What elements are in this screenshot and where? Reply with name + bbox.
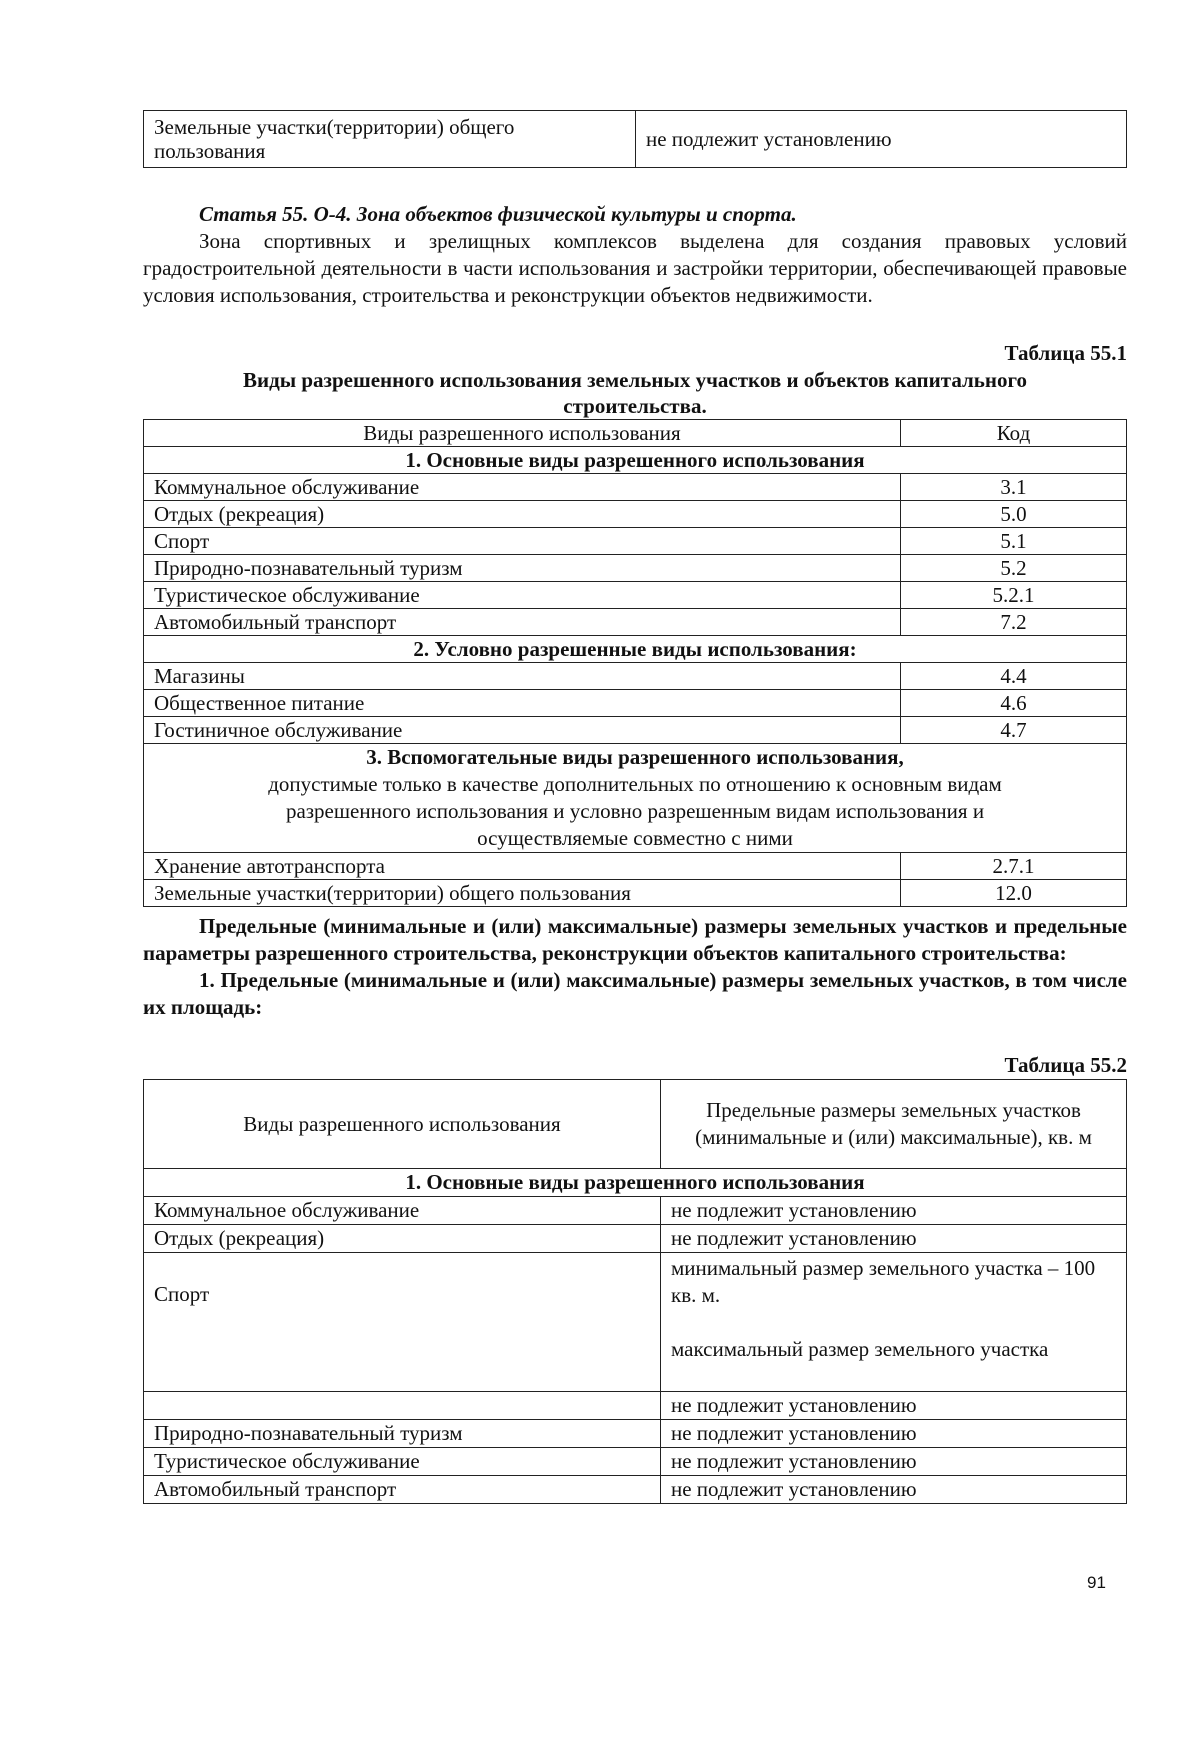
page-number: 91 [1087,1573,1106,1592]
table-cell: Земельные участки(территории) общего пользования [144,880,901,907]
column-header: Виды разрешенного использования [144,1080,661,1169]
table-header-row [144,1080,1127,1169]
code-cell: 7.2 [901,609,1127,636]
table-cell: не подлежит установлению [661,1225,1127,1253]
table-row [144,663,1127,690]
table-row [144,1225,1127,1253]
table-cell: Отдых (рекреация) [144,501,901,528]
table-row [144,474,1127,501]
document-page [143,110,1127,1504]
table-row [144,1197,1127,1225]
table-cell: не подлежит установлению [661,1476,1127,1504]
table-cell: Коммунальное обслуживание [144,474,901,501]
limits-heading: Предельные (минимальные и (или) максимальные) размеры земельных участков и предельные параметры разрешенного строительства, реконструкции объектов капитального строительства: [143,914,1127,965]
top-table [143,110,1127,168]
table-row [144,609,1127,636]
table-cell: Земельные участки(территории) общего пользования [144,111,636,168]
table-cell: не подлежит установлению [636,111,1127,168]
table-cell: Отдых (рекреация) [144,1225,661,1253]
sport-max: максимальный размер земельного участка [671,1337,1049,1361]
table-row [144,555,1127,582]
table-row [144,880,1127,907]
column-header: Виды разрешенного использования [144,420,901,447]
table-cell [144,1392,661,1420]
code-cell: 4.6 [901,690,1127,717]
table-row [144,690,1127,717]
article-body: Зона спортивных и зрелищных комплексов выделена для создания правовых условий градостроительной деятельности в части использования и застройки территории, обеспечивающей правовые условия использования, строительства и реконструкции объектов недвижимости. [143,229,1127,307]
table-header-row [144,420,1127,447]
table-cell: Спорт [144,1253,661,1392]
code-cell: 5.1 [901,528,1127,555]
table-cell: не подлежит установлению [661,1420,1127,1448]
table-row [144,1392,1127,1420]
table-cell: не подлежит установлению [661,1197,1127,1225]
table-cell: Автомобильный транспорт [144,1476,661,1504]
table-cell: Туристическое обслуживание [144,1448,661,1476]
code-cell: 4.4 [901,663,1127,690]
code-cell: 3.1 [901,474,1127,501]
table-row [144,853,1127,880]
table1-caption: Виды разрешенного использования земельных участков и объектов капитального строительства. [242,368,1028,418]
table-cell: Магазины [144,663,901,690]
table-cell: не подлежит установлению [661,1448,1127,1476]
table1-number: Таблица 55.1 [1004,341,1127,365]
section-heading: 2. Условно разрешенные виды использования: [144,636,1127,663]
table-cell: Коммунальное обслуживание [144,1197,661,1225]
table-cell: Туристическое обслуживание [144,582,901,609]
table-cell: Общественное питание [144,690,901,717]
table-cell: Спорт [144,528,901,555]
section3-note: допустимые только в качестве дополнительных по отношению к основным видам разрешенного использования и условно разрешенным видам использования и осуществляемые совместно с ними [268,772,1002,850]
table-55-2 [143,1079,1127,1504]
section-heading [144,744,1127,853]
code-cell: 5.2 [901,555,1127,582]
table-55-1 [143,419,1127,907]
table-cell: Автомобильный транспорт [144,609,901,636]
code-cell: 2.7.1 [901,853,1127,880]
table-row [144,528,1127,555]
column-header: Код [901,420,1127,447]
code-cell: 5.2.1 [901,582,1127,609]
table-cell: Хранение автотранспорта [144,853,901,880]
sport-min: минимальный размер земельного участка – 100 кв. м. [671,1256,1096,1307]
section3-title: 3. Вспомогательные виды разрешенного использования, [366,745,904,769]
section-heading: 1. Основные виды разрешенного использования [144,447,1127,474]
table-cell: не подлежит установлению [661,1392,1127,1420]
table-cell [661,1253,1127,1392]
table-row [144,1253,1127,1392]
section-heading: 1. Основные виды разрешенного использования [144,1169,1127,1197]
table-row [144,1420,1127,1448]
table-row [144,1476,1127,1504]
table2-number: Таблица 55.2 [1004,1053,1127,1077]
limits-sub1: 1. Предельные (минимальные и (или) максимальные) размеры земельных участков, в том числе их площадь: [143,968,1127,1019]
table-row [144,501,1127,528]
table-cell: Гостиничное обслуживание [144,717,901,744]
code-cell: 4.7 [901,717,1127,744]
table-cell: Природно-познавательный туризм [144,555,901,582]
article-title: Статья 55. О-4. Зона объектов физической культуры и спорта. [199,202,797,226]
table-row [144,582,1127,609]
table-cell: Природно-познавательный туризм [144,1420,661,1448]
table-row [144,717,1127,744]
code-cell: 5.0 [901,501,1127,528]
code-cell: 12.0 [901,880,1127,907]
table-row [144,111,1127,168]
column-header: Предельные размеры земельных участков (минимальные и (или) максимальные), кв. м [661,1080,1127,1169]
table-row [144,1448,1127,1476]
